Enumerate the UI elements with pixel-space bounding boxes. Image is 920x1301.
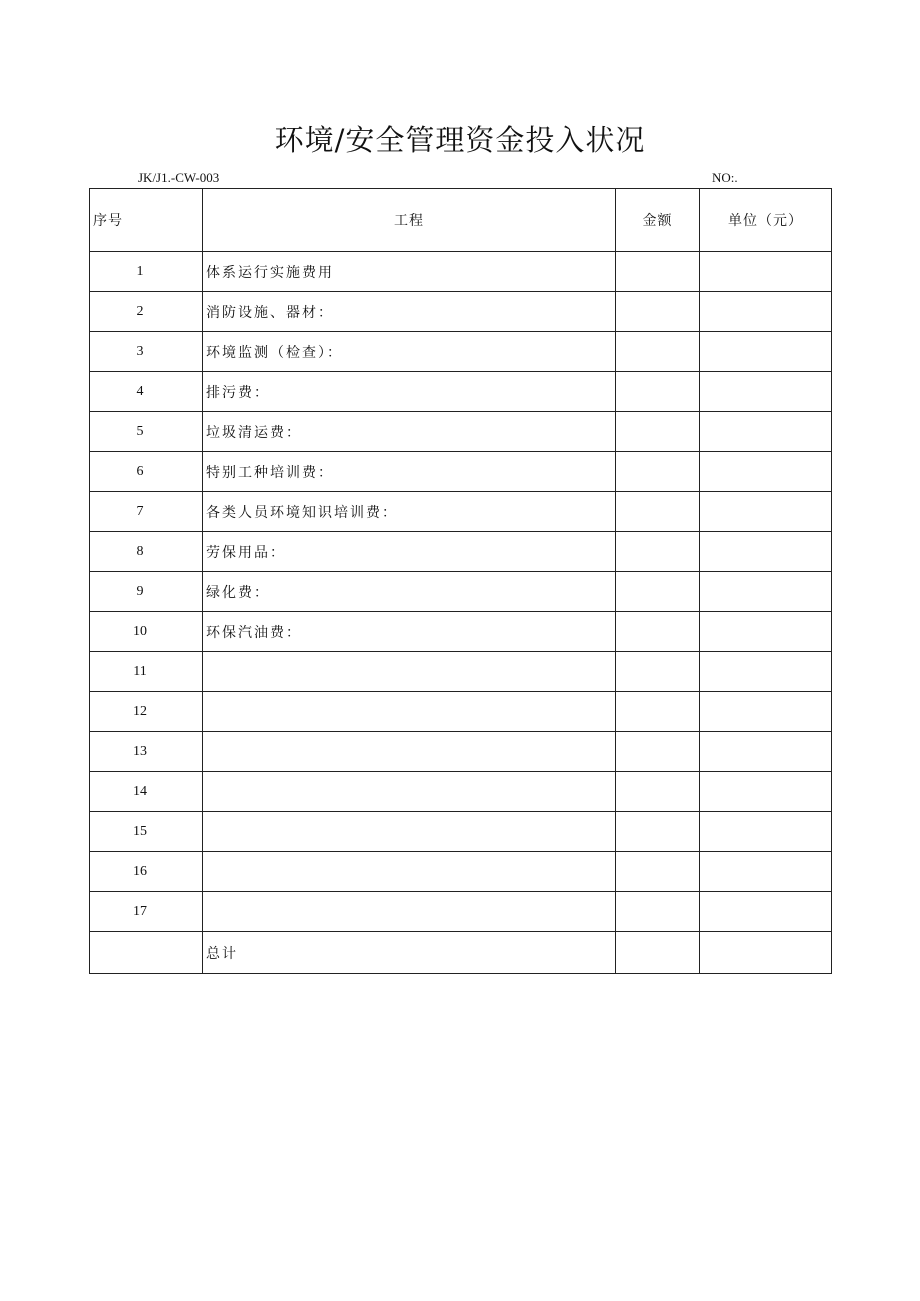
row-unit-cell[interactable] bbox=[700, 412, 832, 452]
funding-table bbox=[89, 188, 832, 974]
total-row bbox=[90, 932, 832, 974]
row-item-cell: 排污费： bbox=[203, 372, 616, 412]
row-seq-cell: 13 bbox=[90, 732, 203, 772]
row-seq-cell: 3 bbox=[90, 332, 203, 372]
table-row bbox=[90, 252, 832, 292]
total-seq-cell bbox=[90, 932, 203, 974]
row-seq-cell: 7 bbox=[90, 492, 203, 532]
table-row bbox=[90, 612, 832, 652]
row-amount-cell[interactable] bbox=[616, 772, 700, 812]
table-row bbox=[90, 492, 832, 532]
row-amount-cell[interactable] bbox=[616, 652, 700, 692]
row-seq-cell: 17 bbox=[90, 892, 203, 932]
table-row bbox=[90, 332, 832, 372]
total-unit-cell[interactable] bbox=[700, 932, 832, 974]
table-row bbox=[90, 852, 832, 892]
header-amount: 金额 bbox=[616, 189, 700, 252]
table-row bbox=[90, 572, 832, 612]
table-row bbox=[90, 692, 832, 732]
row-item-cell bbox=[203, 652, 616, 692]
row-item-cell: 消防设施、器材： bbox=[203, 292, 616, 332]
row-seq-cell: 4 bbox=[90, 372, 203, 412]
row-unit-cell[interactable] bbox=[700, 852, 832, 892]
row-unit-cell[interactable] bbox=[700, 652, 832, 692]
row-amount-cell[interactable] bbox=[616, 572, 700, 612]
row-seq-cell: 1 bbox=[90, 252, 203, 292]
row-amount-cell[interactable] bbox=[616, 332, 700, 372]
document-code: JK/J1.-CW-003 bbox=[138, 170, 220, 185]
row-item-cell bbox=[203, 772, 616, 812]
row-unit-cell[interactable] bbox=[700, 372, 832, 412]
row-unit-cell[interactable] bbox=[700, 252, 832, 292]
header-unit: 单位（元） bbox=[700, 189, 832, 252]
table-row bbox=[90, 772, 832, 812]
row-seq-cell: 16 bbox=[90, 852, 203, 892]
row-amount-cell[interactable] bbox=[616, 292, 700, 332]
row-amount-cell[interactable] bbox=[616, 732, 700, 772]
table-row bbox=[90, 292, 832, 332]
row-unit-cell[interactable] bbox=[700, 732, 832, 772]
row-amount-cell[interactable] bbox=[616, 532, 700, 572]
row-amount-cell[interactable] bbox=[616, 412, 700, 452]
row-item-cell: 环保汽油费： bbox=[203, 612, 616, 652]
row-unit-cell[interactable] bbox=[700, 572, 832, 612]
row-seq-cell: 2 bbox=[90, 292, 203, 332]
table-row bbox=[90, 372, 832, 412]
row-item-cell bbox=[203, 852, 616, 892]
table-row bbox=[90, 532, 832, 572]
row-unit-cell[interactable] bbox=[700, 332, 832, 372]
page-title: 环境/安全管理资金投入状况 bbox=[274, 123, 646, 157]
row-unit-cell[interactable] bbox=[700, 492, 832, 532]
row-amount-cell[interactable] bbox=[616, 852, 700, 892]
table-row bbox=[90, 412, 832, 452]
row-amount-cell[interactable] bbox=[616, 892, 700, 932]
table-row bbox=[90, 812, 832, 852]
row-unit-cell[interactable] bbox=[700, 532, 832, 572]
row-item-cell: 绿化费： bbox=[203, 572, 616, 612]
row-unit-cell[interactable] bbox=[700, 892, 832, 932]
row-seq-cell: 11 bbox=[90, 652, 203, 692]
row-amount-cell[interactable] bbox=[616, 492, 700, 532]
row-unit-cell[interactable] bbox=[700, 772, 832, 812]
row-amount-cell[interactable] bbox=[616, 692, 700, 732]
row-amount-cell[interactable] bbox=[616, 452, 700, 492]
table-body bbox=[90, 252, 832, 932]
row-item-cell: 环境监测（检查）： bbox=[203, 332, 616, 372]
document-number: NO:. bbox=[712, 170, 738, 185]
row-seq-cell: 10 bbox=[90, 612, 203, 652]
row-item-cell bbox=[203, 892, 616, 932]
row-seq-cell: 8 bbox=[90, 532, 203, 572]
row-amount-cell[interactable] bbox=[616, 372, 700, 412]
row-amount-cell[interactable] bbox=[616, 252, 700, 292]
row-seq-cell: 5 bbox=[90, 412, 203, 452]
table-row bbox=[90, 732, 832, 772]
table-row bbox=[90, 652, 832, 692]
row-unit-cell[interactable] bbox=[700, 692, 832, 732]
total-label: 总计 bbox=[203, 932, 616, 974]
row-seq-cell: 14 bbox=[90, 772, 203, 812]
row-item-cell: 特别工种培训费： bbox=[203, 452, 616, 492]
row-unit-cell[interactable] bbox=[700, 452, 832, 492]
row-unit-cell[interactable] bbox=[700, 292, 832, 332]
row-item-cell: 劳保用品： bbox=[203, 532, 616, 572]
row-unit-cell[interactable] bbox=[700, 612, 832, 652]
row-item-cell bbox=[203, 732, 616, 772]
row-amount-cell[interactable] bbox=[616, 612, 700, 652]
row-seq-cell: 9 bbox=[90, 572, 203, 612]
row-item-cell: 垃圾清运费： bbox=[203, 412, 616, 452]
row-item-cell bbox=[203, 812, 616, 852]
header-item: 工程 bbox=[203, 189, 616, 252]
table-row bbox=[90, 452, 832, 492]
table-row bbox=[90, 892, 832, 932]
row-amount-cell[interactable] bbox=[616, 812, 700, 852]
row-item-cell: 各类人员环境知识培训费： bbox=[203, 492, 616, 532]
row-seq-cell: 15 bbox=[90, 812, 203, 852]
row-unit-cell[interactable] bbox=[700, 812, 832, 852]
table-header-row bbox=[90, 189, 832, 252]
row-seq-cell: 6 bbox=[90, 452, 203, 492]
row-item-cell: 体系运行实施费用 bbox=[203, 252, 616, 292]
row-seq-cell: 12 bbox=[90, 692, 203, 732]
header-seq: 序号 bbox=[90, 189, 203, 252]
total-amount-cell[interactable] bbox=[616, 932, 700, 974]
row-item-cell bbox=[203, 692, 616, 732]
